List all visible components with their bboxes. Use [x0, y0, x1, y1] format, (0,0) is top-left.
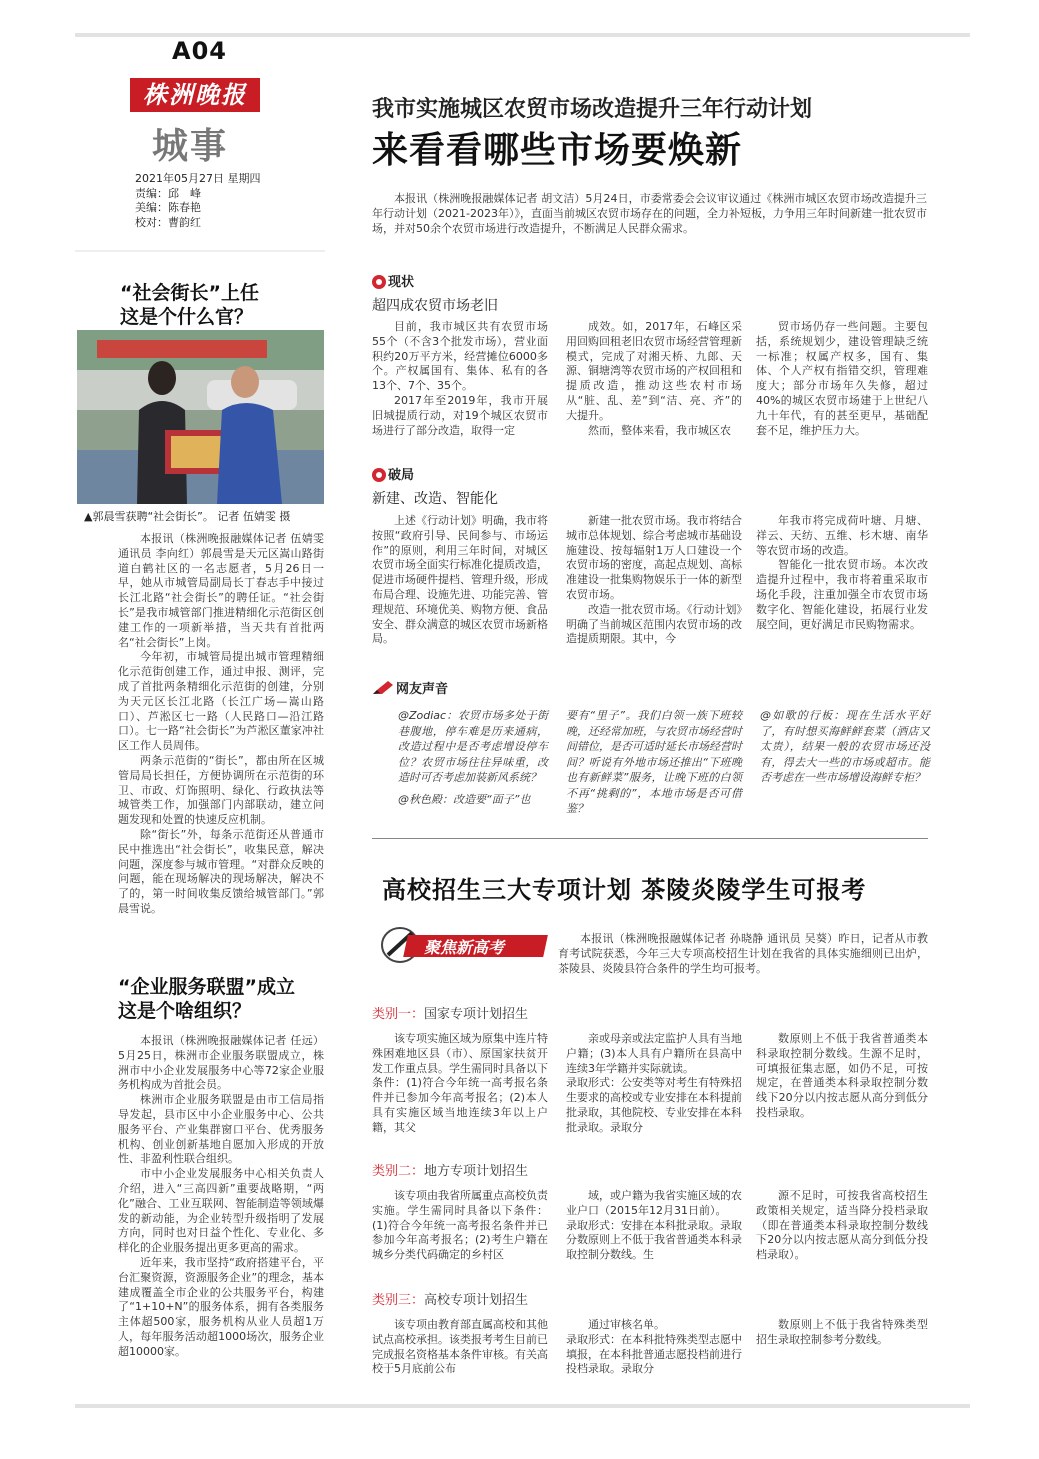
netizen-col-3: @如歌的行板：现在生活水平好了，有时想买海鲜鲜套菜（酒店又太贵），结果一般的农贸市场还没有，得去大一些的市场或超市。能否考虑在一些市场增设海鲜专柜？ — [760, 709, 930, 784]
page-number: A04 — [172, 37, 227, 65]
sidebar-article1-body: 本报讯（株洲晚报融媒体记者 伍婧雯 通讯员 李向红）郭晨雪是天元区嵩山路街道白鹤社区的一名志愿者，5月26日一早，她从市城管局副局长丁春志手中接过长江北路“社会街长”的聘任证。“社会街长”是我市城管部门推进精细化示范街区创建工作的一项新举措，当天共有首批两名“社会街长”上岗。 今年初，市城管局提出城市管理精细化示范街创建工作，通过申报、测评，完成了首批两条精细化示范街的创建，分别为天元区长江北路（长江广场—嵩山路口）、芦淞区七一路（人民路口—沿江路口）。七一路“社会街长”为芦淞区董家冲社区工作人员周伟。 两条示范街的“街长”，都由所在区城管局局长担任，方便协调所在示范街的环卫、市政、灯饰照明、绿化、行政执法等城管类工作，加强部门内部联动，建立问题发现和处置的快速反应机制。 除“街长”外，每条示范街还从普通市民中推选出“社会街长”，收集民意，解决问题，深度参与城市管理。“对群众反映的问题，能在现场解决的现场解决，解决不了的，第一时间收集反馈给城管部门。”郭晨雪说。 — [118, 532, 324, 915]
meta-editor: 责编：邱 峰 — [135, 186, 201, 200]
article-divider — [372, 838, 928, 839]
second-article-title: 高校招生三大专项计划 茶陵炎陵学生可报考 — [382, 876, 867, 904]
breakthrough-col-3: 年我市将完成荷叶塘、月塘、祥云、天纺、五维、杉木塘、南华等农贸市场的改造。 智能化一批农贸市场。本次改造提升过程中，我市将着重采取市场化手段，注重加强全市农贸市场数字化、智能化建设，拓展行业发展空间，更好满足市民购物需求。 — [756, 514, 928, 631]
editor-meta — [135, 172, 261, 230]
category-3-col-1: 该专项由教育部直属高校和其他试点高校承担。该类报考考生目前已完成报名资格基本条件审核。有关高校于5月底前公布 — [372, 1318, 548, 1376]
second-article-lede: 本报讯（株洲晚报融媒体记者 孙晓静 通讯员 吴葵）昨日，记者从市教育考试院获悉，今年三大专项高校招生计划在我省的具体实施细则已出炉，茶陵县、炎陵县符合条件的学生均可报考。 — [558, 932, 928, 975]
news-photo — [77, 330, 324, 504]
lead-kicker: 我市实施城区农贸市场改造提升三年行动计划 — [372, 97, 813, 122]
category-2-col-3: 源不足时，可按我省高校招生政策相关规定，适当降分投档录取（即在普通类本科录取控制分数线下20分以内按志愿从高分到低分投档录取）。 — [756, 1189, 928, 1262]
status-col-3: 贸市场仍存一些问题。主要包括，系统规划少，建设管理缺乏统一标准；权属产权多，国有、集体、个人产权有指错交织，管理难度大；部分市场年久失修，超过40%的城区农贸市场建于上世纪八九十年代，有的甚至更早，基础配套不足，维护压力大。 — [756, 320, 928, 437]
category-1-col-1: 该专项实施区域为原集中连片特殊困难地区县（市）、原国家扶贫开发工作重点县。学生需同时具备以下条件：(1)符合今年统一高考报名条件并已参加今年高考报名；(2)本人具有实施区域当地连续3年以上户籍，其父 — [372, 1032, 548, 1134]
netizen-col-1: @Zodiac：农贸市场多处于街巷腹地，停车难是历来通病，改造过程中是否考虑增设停车位？农贸市场往往异味重，改造时可否考虑加装新风系统？ @秋色殿：改造要“面子”也 — [398, 709, 548, 806]
category-1-col-3: 数原则上不低于我省普通类本科录取控制分数线。生源不足时，可填报征集志愿，如仍不足，可按规定，在普通类本科录取控制分数线下20分以内按志愿从高分到低分投档录取。 — [756, 1032, 928, 1119]
category-3-col-2: 通过审核名单。 录取形式：在本科批特殊类型志愿中填报，在本科批普通志愿投档前进行投档录取。录取分 — [566, 1318, 742, 1376]
newspaper-logo: 株洲晚报 — [130, 78, 260, 112]
category-2-col-2: 域，或户籍为我省实施区域的农业户口（2015年12月31日前）。 录取形式：安排在本科批录取。录取分数原则上不低于我省普通类本科录取控制分数线。生 — [566, 1189, 742, 1262]
sidebar-article2-body: 本报讯（株洲晚报融媒体记者 任远）5月25日，株洲市企业服务联盟成立，株洲市中小企业发展服务中心等72家企业服务机构成为首批会员。 株洲市企业服务联盟是由市工信局指导发起，县市区中小企业服务中心、公共服务平台、产业集群窗口平台、优秀服务机构、创业创新基地自愿加入形成的开放性、非盈利性联合组织。 市中小企业发展服务中心相关负责人介绍，进入“三高四新”重要战略期，“两化”融合、工业互联网、智能制造等领域爆发的新动能，为企业转型升级指明了发展方向，同时也对日益个性化、专业化、多样化的企业服务提出更多更高的需求。 近年来，我市坚持“政府搭建平台，平台汇聚资源，资源服务企业”的理念，基本建成覆盖全市企业的公共服务平台，构建了“1+10+N”的服务体系，拥有各类服务主体超500家，服务机构从业人员超1万人，每年服务活动超1000场次，服务企业超10000家。 — [118, 1034, 324, 1358]
meta-proofreader: 校对：曹韵红 — [135, 215, 201, 229]
breakthrough-col-2: 新建一批农贸市场。我市将结合城市总体规划、综合考虑城市基础设施建设、按每辐射1万人口建设一个农贸市场的密度，高起点规划、高标准建设一批集购物娱乐于一体的新型农贸市场。 改造一批农贸市场。《行动计划》明确了当前城区范围内农贸市场的改造提质期限。其中，今 — [566, 514, 742, 646]
sidebar-article1-title: “社会街长”上任 这是个什么官？ — [120, 282, 259, 328]
category-2-heading: 类别二：地方专项计划招生 — [372, 1164, 529, 1179]
lead-title: 来看看哪些市场要焕新 — [372, 130, 743, 171]
sidebar-top-rule — [75, 250, 325, 252]
photo-illustration — [77, 330, 324, 504]
pen-icon — [372, 680, 394, 696]
section-marker-netizens: 网友声音 — [372, 678, 448, 697]
breakthrough-col-1: 上述《行动计划》明确，我市将按照“政府引导、民间参与、市场运作”的原则，利用三年时间，对城区农贸市场全面实行标准化提质改造，促进市场硬件提档、管理升级，形成布局合理、设施先进、功能完善、管理规范、环境优美、购物方便、食品安全、群众满意的城区农贸市场新格局。 — [372, 514, 548, 646]
meta-date: 2021年05月27日 星期四 — [135, 172, 261, 185]
category-2-col-1: 该专项由我省所属重点高校负责实施。学生需同时具备以下条件：(1)符合今年统一高考报名条件并已参加今年高考报名；(2)考生户籍在城乡分类代码确定的乡村区 — [372, 1189, 548, 1262]
bottom-rule — [75, 1404, 970, 1408]
netizen-col-2: 要有“里子”。我们白领一族下班较晚，还经常加班，与农贸市场经营时间错位，是否可适时延长市场经营时间？听说有外地市场还推出“下班晚也有新鲜菜”服务，让晚下班的白领不再“挑剩的”，本地市场是否可借鉴？ — [566, 709, 742, 815]
section-marker-status: 现状 — [372, 271, 414, 290]
section-title: 城事 — [152, 125, 229, 167]
sidebar-article2-title: “企业服务联盟”成立 这是个啥组织？ — [118, 976, 295, 1022]
category-1-col-2: 亲或母亲或法定监护人具有当地户籍；(3)本人具有户籍所在县高中连续3年学籍并实际就读。 录取形式：公安类等对考生有特殊招生要求的高校或专业安排在本科提前批录取，其他院校、专业安排在本科批录取。录取分 — [566, 1032, 742, 1134]
section-marker-breakthrough: 破局 — [372, 464, 414, 483]
category-1-heading: 类别一：国家专项计划招生 — [372, 1007, 529, 1022]
category-3-col-3: 数原则上不低于我省特殊类型招生录取控制参考分数线。 — [756, 1318, 928, 1346]
photo-caption: ▲郭晨雪获聘“社会街长”。 记者 伍婧雯 摄 — [84, 510, 291, 523]
category-3-heading: 类别三：高校专项计划招生 — [372, 1293, 529, 1308]
focus-badge — [380, 925, 552, 965]
section-subhead-status: 超四成农贸市场老旧 — [372, 298, 498, 314]
status-col-1: 目前，我市城区共有农贸市场55个（不含3个批发市场），营业面积约20万平方米，经营摊位6000多个。产权属国有、集体、私有的各13个、7个、35个。 2017年至2019年，我市开展旧城提质行动，对19个城区农贸市场进行了部分改造，取得一定 — [372, 320, 548, 437]
section-subhead-breakthrough: 新建、改造、智能化 — [372, 491, 498, 507]
target-icon — [372, 275, 386, 289]
target-icon — [372, 468, 386, 482]
badge-label: 聚焦新高考 — [424, 938, 505, 957]
lead-lede: 本报讯（株洲晚报融媒体记者 胡文洁）5月24日，市委常委会会议审议通过《株洲市城区农贸市场改造提升三年行动计划（2021-2023年）》，直面当前城区农贸市场存在的问题，全力补短板，力争用三年时间新建一批农贸市场，并对50余个农贸市场进行改造提升，不断满足人民群众需求。 — [372, 192, 927, 235]
status-col-2: 成效。如，2017年，石峰区采用回购回租老旧农贸市场经营管理新模式，完成了对湘天桥、九郎、天源、铜塘湾等农贸市场的产权回租和提质改造，推动这些农村市场从“脏、乱、差”到“洁、亮、齐”的大提升。 然而，整体来看，我市城区农 — [566, 320, 742, 437]
meta-designer: 美编：陈春艳 — [135, 201, 201, 214]
